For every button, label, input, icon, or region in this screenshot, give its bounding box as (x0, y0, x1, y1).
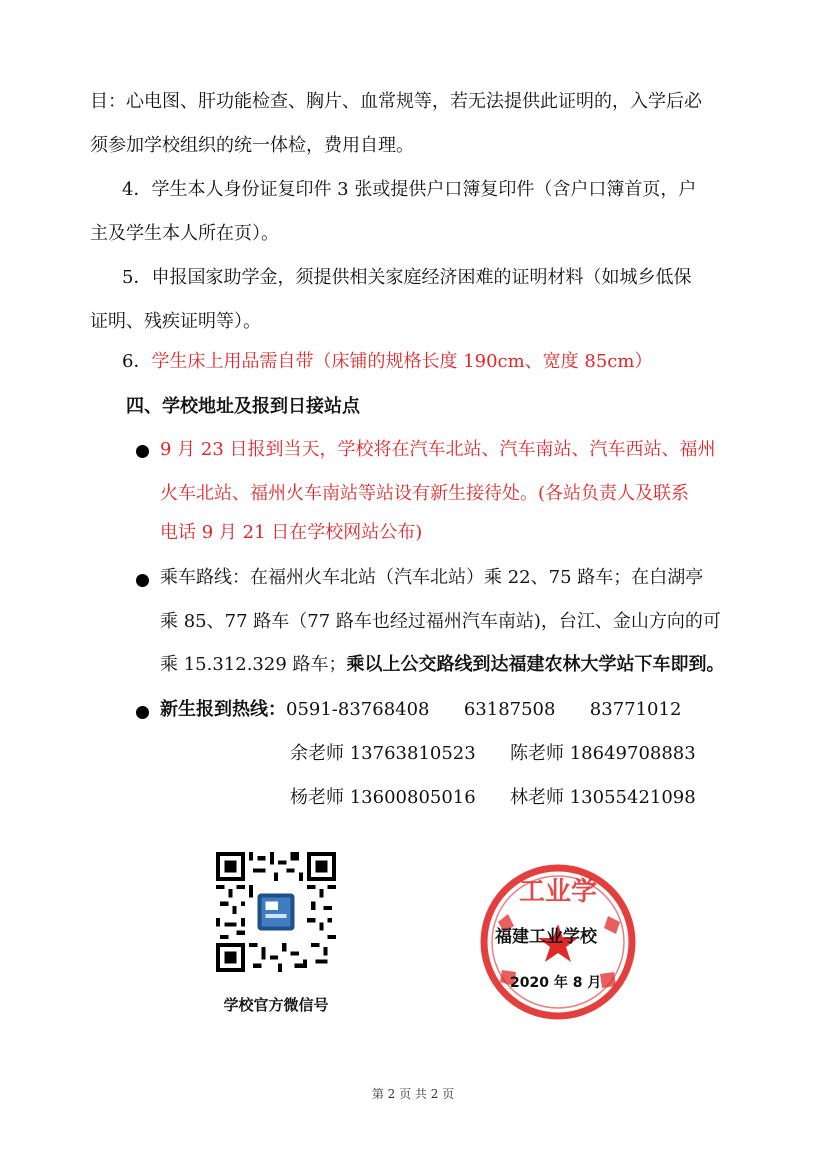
hotline-line (160, 698, 681, 722)
contact-phone: 13055421098 (569, 787, 696, 808)
bullet-line: 9 月 23 日报到当天，学校将在汽车北站、汽车南站、汽车西站、福州 (160, 439, 716, 460)
contact-name: 陈老师 (510, 743, 564, 764)
contact-name: 余老师 (290, 743, 344, 764)
bullet-line: 电话 9 月 21 日在学校网站公布) (160, 522, 423, 543)
paragraph-line: 主及学生本人所在页）。 (90, 223, 279, 244)
contact-name: 林老师 (510, 787, 564, 808)
contact-entry (290, 786, 476, 810)
wechat-qr-code (216, 852, 336, 972)
contact-name: 杨老师 (290, 787, 344, 808)
contact-entry (510, 742, 696, 766)
bus-routes: 乘 15.312.329 路车； (160, 654, 347, 675)
item-number: 6． (122, 351, 152, 372)
bullet-line: 乘 85、77 路车（77 路车也经过福州汽车南站)，台江、金山方向的可 (160, 611, 721, 632)
contact-entry (510, 786, 696, 810)
contact-phone: 13600805016 (349, 787, 476, 808)
qr-caption: 学校官方微信号 (223, 996, 329, 1014)
bullet-dot (136, 706, 149, 719)
contact-phone: 18649708883 (569, 743, 696, 764)
bullet-dot (136, 445, 149, 458)
stamp-org-name: 福建工业学校 (495, 927, 597, 947)
bullet-line: 火车北站、福州火车南站等站设有新生接待处。(各站负责人及联系 (160, 483, 690, 504)
contact-phone: 13763810523 (349, 743, 476, 764)
paragraph-line: 证明、残疾证明等）。 (90, 311, 261, 332)
seal-ring-text: 工业学 (518, 877, 598, 907)
bullet-dot (136, 574, 149, 587)
contact-entry (290, 742, 476, 766)
arrival-instruction: 乘以上公交路线到达福建农林大学站下车即到。 (346, 654, 725, 675)
bullet-line: 乘车路线：在福州火车北站（汽车北站）乘 22、75 路车；在白湖亭 (160, 567, 704, 588)
paragraph-line: 目：心电图、肝功能检查、胸片、血常规等，若无法提供此证明的，入学后必 (90, 91, 702, 112)
bullet-line (160, 653, 725, 677)
stamp-date: 2020 年 8 月 (510, 975, 602, 991)
hotline-numbers: 0591-83768408 63187508 83771012 (286, 699, 682, 720)
paragraph-line: 须参加学校组织的统一体检，费用自理。 (90, 135, 414, 156)
bedding-note: 学生床上用品需自带（床铺的规格长度 190cm、宽度 85cm） (151, 351, 653, 372)
section-heading: 四、学校地址及报到日接站点 (126, 396, 360, 417)
page-footer: 第 2 页 共 2 页 (371, 1087, 455, 1101)
paragraph-line: 4．学生本人身份证复印件 3 张或提供户口簿复印件（含户口簿首页，户 (122, 179, 697, 200)
paragraph-line: 5．申报国家助学金，须提供相关家庭经济困难的证明材料（如城乡低保 (122, 267, 692, 288)
hotline-label: 新生报到热线： (160, 699, 286, 720)
paragraph-line-red (122, 350, 652, 374)
